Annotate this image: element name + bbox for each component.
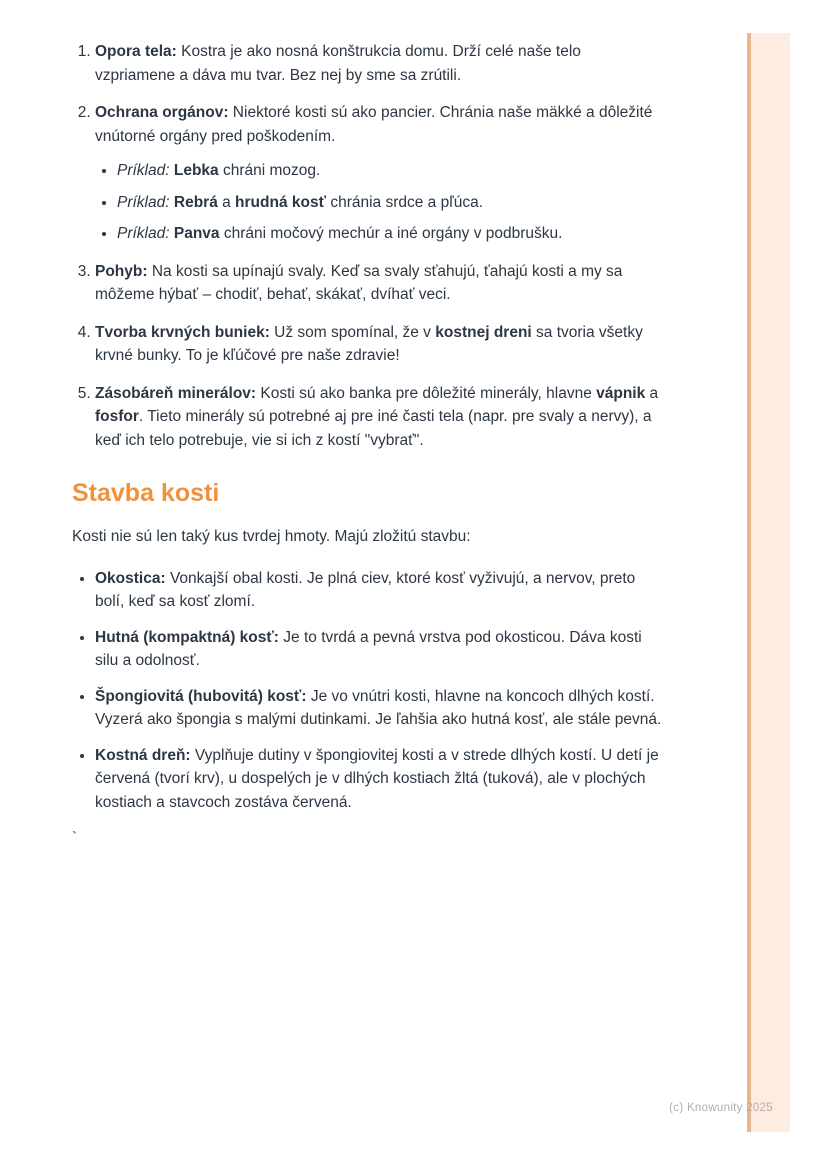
text-run: . Tieto minerály sú potrebné aj pre iné časti tela (napr. pre svaly a nervy), a keď ich telo potrebuje, vie si ich z kostí "vybrať". xyxy=(95,408,652,449)
text-run: Opora tela: xyxy=(95,43,177,60)
text-run: Niektoré kosti sú ako pancier. Chránia naše mäkké a dôležité vnútorné orgány pred poškodením. xyxy=(95,104,653,145)
section-intro: Kosti nie sú len taký kus tvrdej hmoty. Majú zložitú stavbu: xyxy=(72,528,471,545)
sub-list-item xyxy=(117,159,664,183)
text-run: Lebka xyxy=(173,162,219,179)
text-run: Príklad: xyxy=(117,193,170,211)
text-run: kostnej dreni xyxy=(435,323,532,341)
list-item xyxy=(95,685,664,732)
list-item xyxy=(95,567,664,614)
list-item xyxy=(95,626,664,673)
skeleton-functions-list xyxy=(72,40,664,452)
text-run: Ochrana orgánov: xyxy=(95,104,229,121)
list-item xyxy=(95,382,664,453)
text-run: hrudná kosť xyxy=(235,193,327,211)
copyright-footer: (c) Knowunity 2025 xyxy=(669,1102,773,1114)
text-run: chráni močový mechúr a iné orgány v podbrušku. xyxy=(219,225,563,242)
list-item xyxy=(95,40,664,87)
text-run: Na kosti sa upínajú svaly. Keď sa svaly sťahujú, ťahajú kosti a my sa môžeme hýbať – chodiť, behať, skákať, dvíhať veci. xyxy=(95,262,623,303)
text-run: Zásobáreň minerálov: xyxy=(95,384,257,402)
stray-character: ` xyxy=(72,829,77,846)
text-run: a xyxy=(217,193,236,211)
text-run: Okostica: xyxy=(95,569,166,587)
text-run: Hutná (kompaktná) kosť: xyxy=(95,628,279,646)
text-run: Vonkajší obal kosti. Je plná ciev, ktoré kosť vyživujú, a nervov, preto bolí, keď sa kosť zlomí. xyxy=(95,569,636,610)
text-run: Kosti sú ako banka pre dôležité minerály, hlavne xyxy=(256,384,597,402)
text-run: Je to tvrdá a pevná vrstva pod okosticou. Dáva kosti silu a odolnosť. xyxy=(95,628,642,669)
list-item xyxy=(95,744,664,815)
document-content xyxy=(72,40,664,845)
sub-list-item xyxy=(117,222,664,246)
example-sub-list xyxy=(95,159,664,246)
text-run: Rebrá xyxy=(173,193,218,211)
bone-structure-list xyxy=(72,567,664,815)
text-run: Kostná dreň: xyxy=(95,746,191,764)
text-run: Tvorba krvných buniek: xyxy=(95,323,270,341)
list-item xyxy=(95,321,664,368)
text-run: Kostra je ako nosná konštrukcia domu. Drží celé naše telo vzpriamene a dáva mu tvar. Bez nej by sme sa zrútili. xyxy=(95,43,581,84)
text-run: chráni mozog. xyxy=(218,162,321,179)
sub-list-item xyxy=(117,191,664,215)
text-run: a xyxy=(645,384,659,402)
text-run: Pohyb: xyxy=(95,262,148,280)
text-run: Vyplňuje dutiny v špongiovitej kosti a v strede dlhých kostí. U detí je červená (tvorí krv), u dospelých je v dlhých kostiach žltá (tuková), ale v plochých kostiach a stavcoch zostáva červená. xyxy=(95,746,659,811)
text-run: chránia srdce a pľúca. xyxy=(326,193,484,211)
text-run: Príklad: xyxy=(117,225,170,242)
text-run: sa tvoria všetky krvné bunky. To je kľúčové pre naše zdravie! xyxy=(95,323,643,364)
text-run: Je vo vnútri kosti, hlavne na koncoch dlhých kostí. Vyzerá ako špongia s malými dutinkami. Je ľahšia ako hutná kosť, ale stále pevná. xyxy=(95,687,662,728)
list-item xyxy=(95,101,664,246)
section-heading: Stavba kosti xyxy=(72,479,220,507)
text-run: vápnik xyxy=(596,384,646,402)
text-run: Príklad: xyxy=(117,162,170,179)
text-run: Špongiovitá (hubovitá) kosť: xyxy=(95,687,307,705)
list-item xyxy=(95,260,664,307)
text-run: fosfor xyxy=(95,408,139,425)
text-run: Panva xyxy=(173,225,220,242)
text-run: Už som spomínal, že v xyxy=(269,323,436,341)
page-edge-stripe xyxy=(747,33,790,1132)
